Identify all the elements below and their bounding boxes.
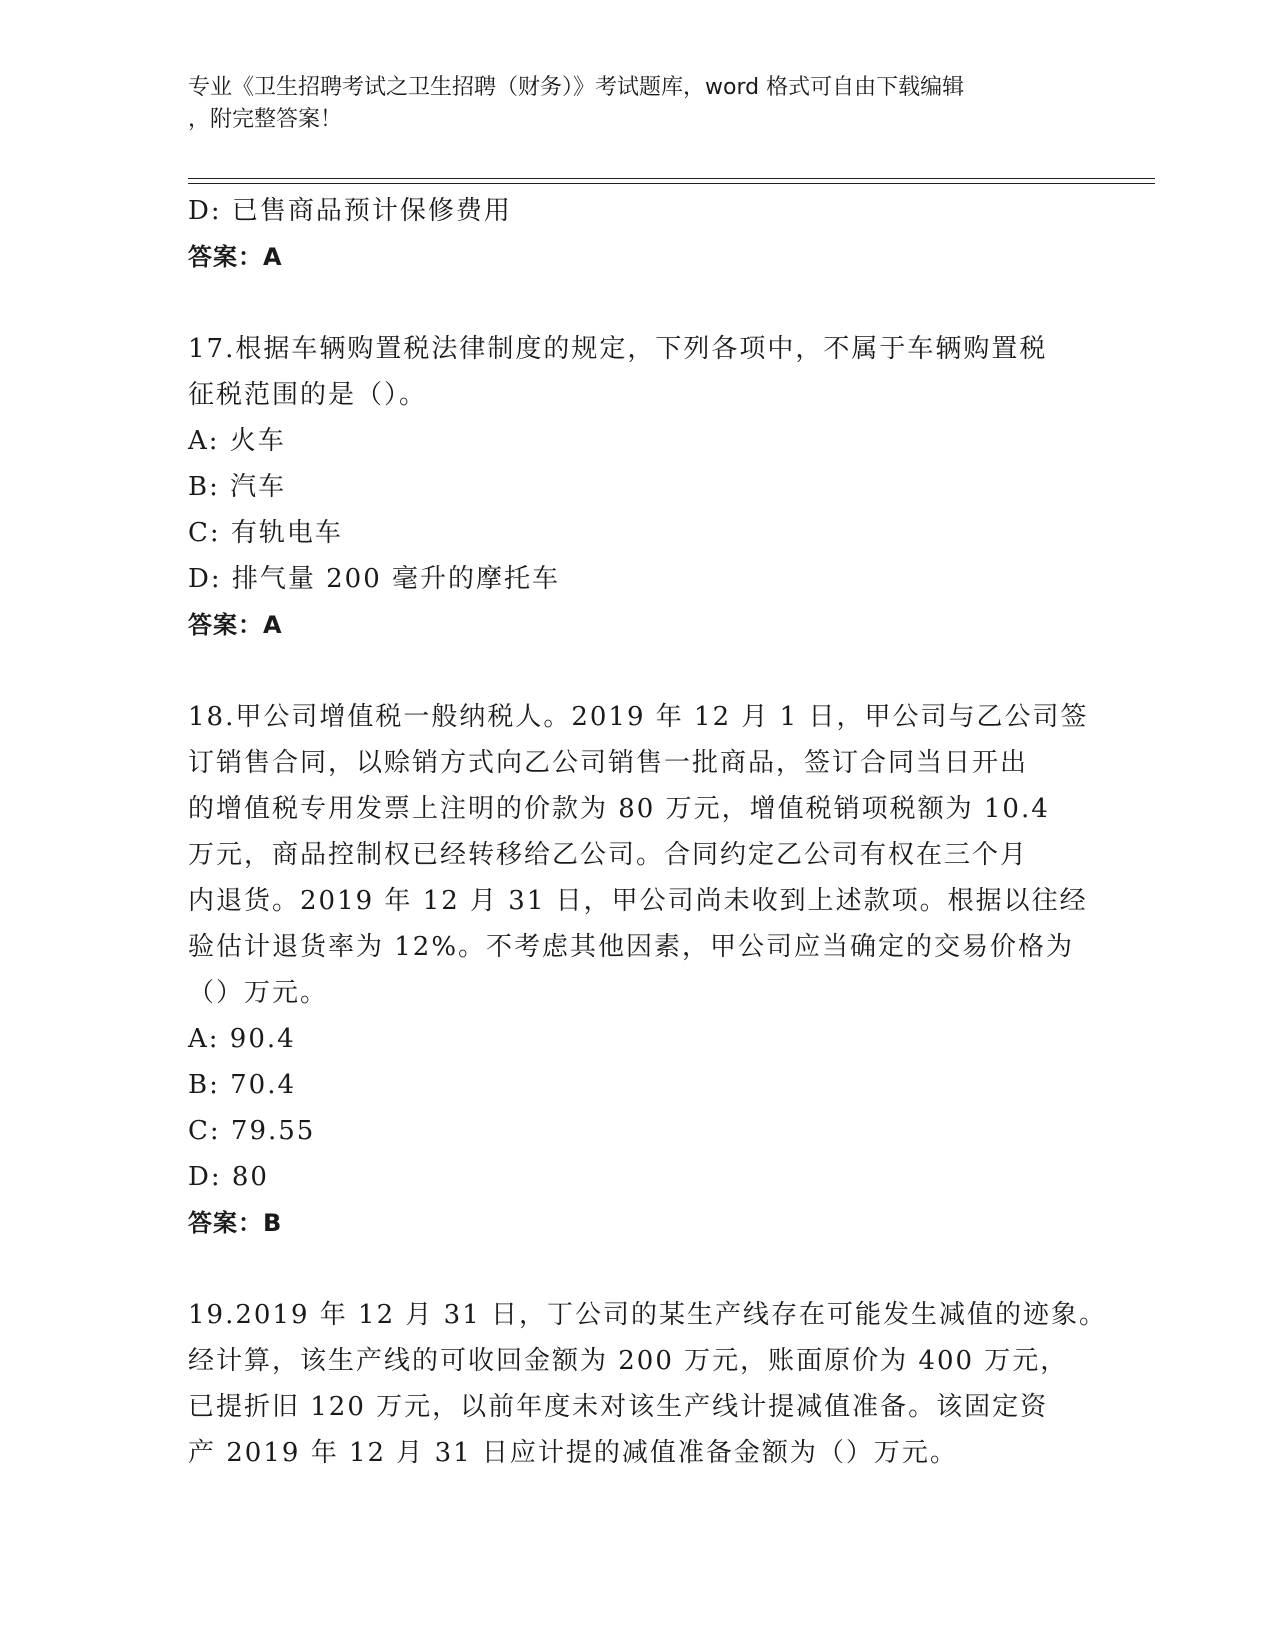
spacer [188,1246,1088,1292]
option-d: D: 排气量 200 毫升的摩托车 [188,564,561,594]
question-text-line: 征税范围的是（）。 [188,380,428,410]
question-text-line: 17.根据车辆购置税法律制度的规定，下列各项中，不属于车辆购置税 [188,334,1048,364]
header-line-1: 专业《卫生招聘考试之卫生招聘（财务）》考试题库，word 格式可自由下载编辑 [188,75,965,100]
option-c: C: 79.55 [188,1116,316,1146]
option-c: C: 有轨电车 [188,518,343,548]
question-content [188,188,1108,1476]
spacer [188,648,1088,694]
header-divider-top [188,178,1155,179]
answer: 答案：B [188,1209,283,1237]
option-b: B: 70.4 [188,1070,297,1100]
prev-option-d: D: 已售商品预计保修费用 [188,196,512,226]
spacer [188,280,1088,326]
question-text-line: 万元，商品控制权已经转移给乙公司。合同约定乙公司有权在三个月 [188,840,1029,870]
question-text-line: 验估计退货率为 12%。不考虑其他因素，甲公司应当确定的交易价格为 [188,932,1075,962]
prev-answer: 答案：A [188,243,283,271]
page-header [188,72,1068,136]
answer: 答案：A [188,611,283,639]
option-b: B: 汽车 [188,472,287,502]
header-divider-bottom [188,183,1155,184]
header-line-2: ，附完整答案！ [188,107,343,132]
question-text-line: 的增值税专用发票上注明的价款为 80 万元，增值税销项税额为 10.4 [188,794,1050,824]
question-text-line: 产 2019 年 12 月 31 日应计提的减值准备金额为（）万元。 [188,1438,958,1468]
question-text-line: （）万元。 [188,978,329,1008]
question-text-line: 经计算，该生产线的可收回金额为 200 万元，账面原价为 400 万元， [188,1346,1069,1376]
option-a: A: 火车 [188,426,286,456]
question-text-line: 19.2019 年 12 月 31 日，丁公司的某生产线存在可能发生减值的迹象。 [188,1300,1108,1330]
question-text-line: 18.甲公司增值税一般纳税人。2019 年 12 月 1 日，甲公司与乙公司签 [188,702,1089,732]
question-text-line: 已提折旧 120 万元，以前年度未对该生产线计提减值准备。该固定资 [188,1392,1049,1422]
question-19 [188,1292,1108,1476]
option-a: A: 90.4 [188,1024,296,1054]
question-text-line: 内退货。2019 年 12 月 31 日，甲公司尚未收到上述款项。根据以往经 [188,886,1088,916]
option-d: D: 80 [188,1162,269,1192]
question-18 [188,694,1088,1246]
question-17 [188,326,1088,648]
question-text-line: 订销售合同，以赊销方式向乙公司销售一批商品，签订合同当日开出 [188,748,1029,778]
